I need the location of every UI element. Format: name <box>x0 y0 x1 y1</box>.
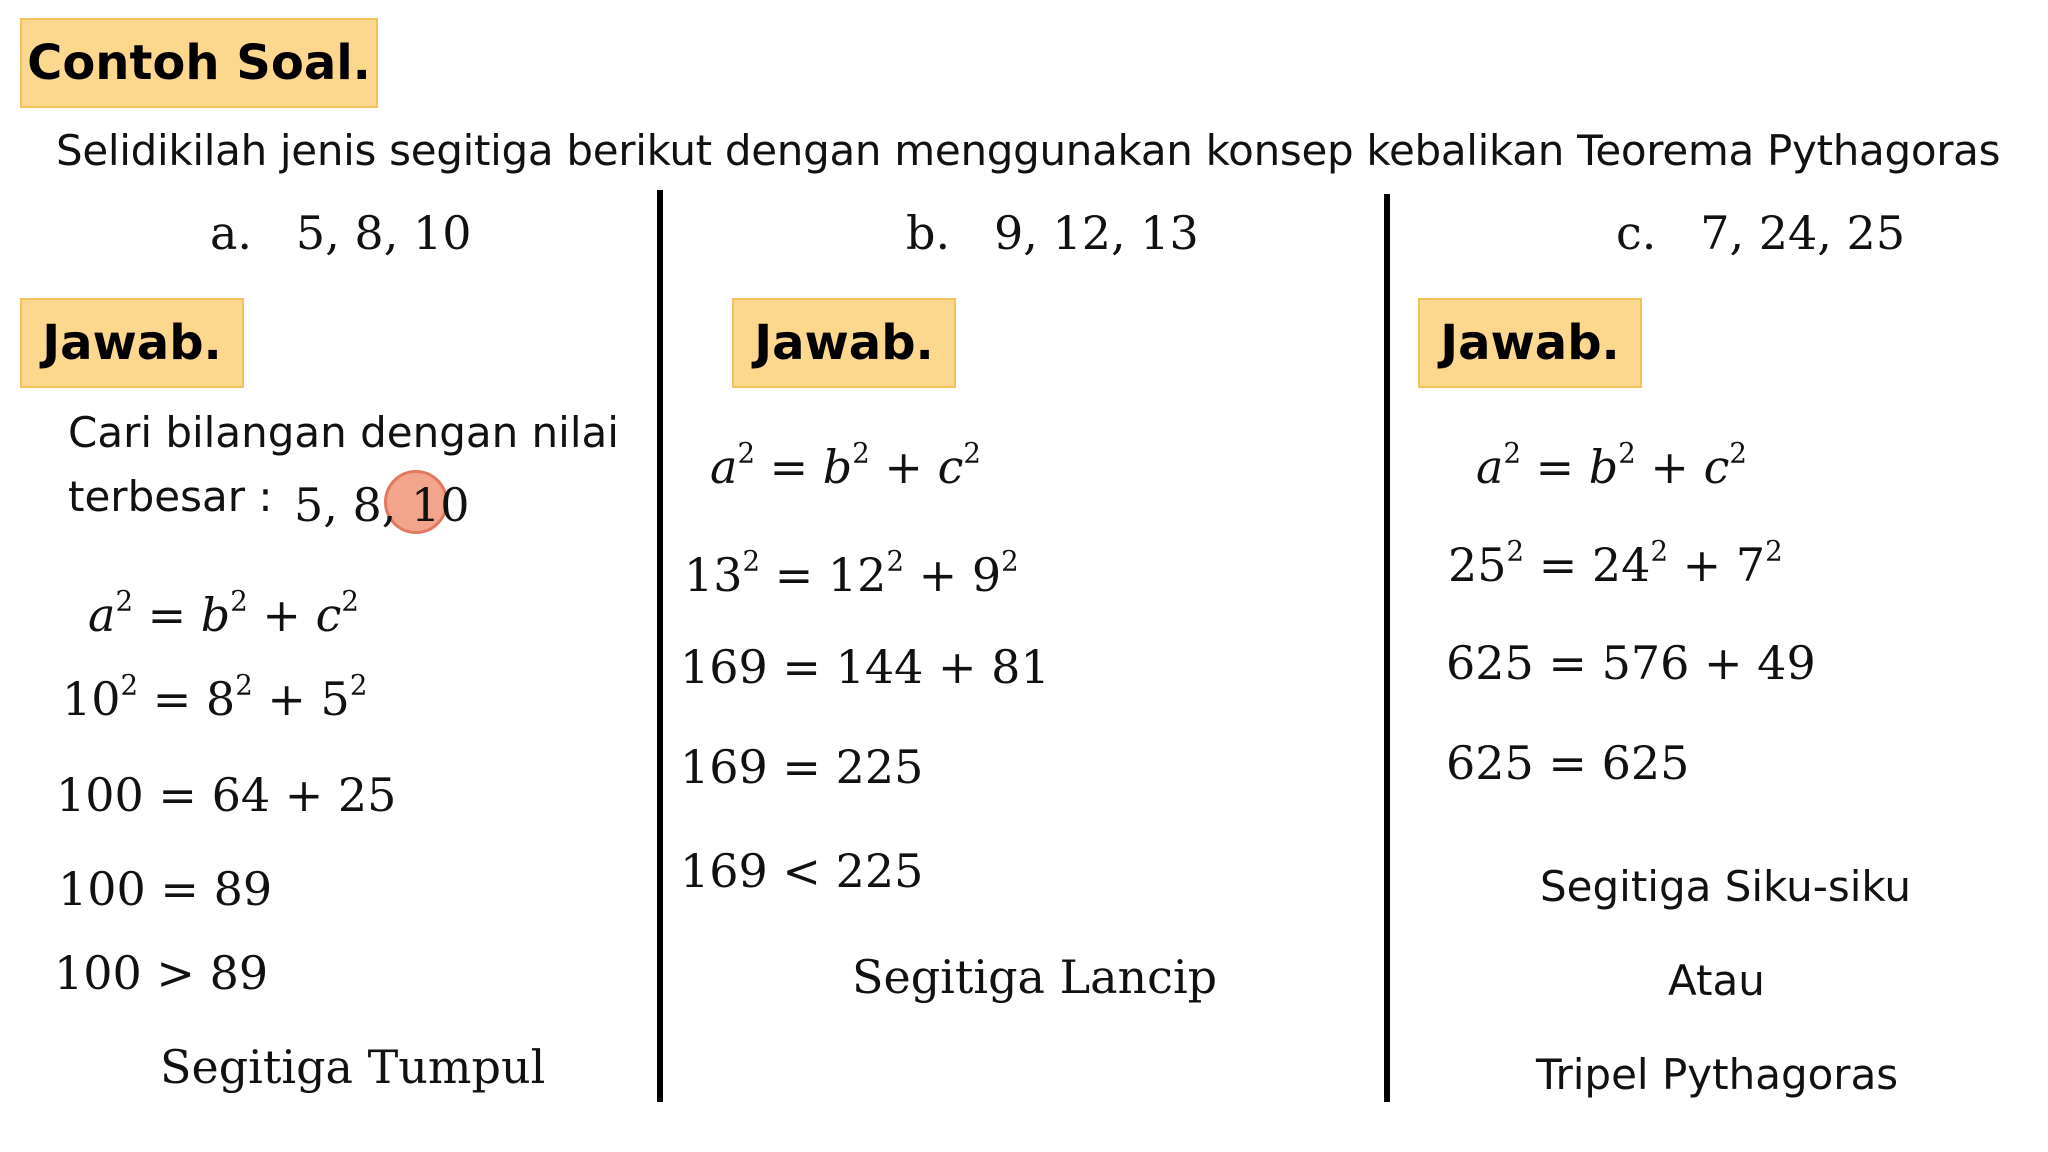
col-c-step1: $25^2 = 24^2 + 7^2$ <box>1448 534 1783 592</box>
answer-label-c: Jawab. <box>1440 315 1620 371</box>
column-divider-left <box>657 190 663 1102</box>
col-a-note-line2: terbesar : <box>68 472 273 521</box>
r2: 7 <box>1735 538 1766 592</box>
col-b-step4: 169 < 225 <box>680 844 924 898</box>
col-a-values-text: 5, 8, <box>294 478 397 532</box>
answer-label-c-box <box>1418 298 1642 388</box>
col-b-result: Segitiga Lancip <box>852 950 1218 1004</box>
var-a: a <box>88 588 116 642</box>
answer-label-b: Jawab. <box>754 315 934 371</box>
col-b-step1: $13^2 = 12^2 + 9^2$ <box>684 544 1019 602</box>
col-a-highlight-value: 10 <box>411 478 470 532</box>
exp: 2 <box>1506 534 1525 568</box>
problem-b-values: 9, 12, 13 <box>993 206 1199 260</box>
lhs: 10 <box>62 672 121 726</box>
exp: 2 <box>963 436 981 470</box>
col-c-step2: 625 = 576 + 49 <box>1446 636 1816 690</box>
var-c: c <box>1703 440 1730 494</box>
answer-label-b-box <box>732 298 956 388</box>
exp: 2 <box>235 668 253 702</box>
var-c: c <box>315 588 342 642</box>
exp: 2 <box>115 584 133 618</box>
answer-label-a: Jawab. <box>42 315 222 371</box>
problem-a-label: a. <box>210 206 253 260</box>
exp: 2 <box>120 668 139 702</box>
col-c-result2: Atau <box>1668 956 1765 1005</box>
exp: 2 <box>1765 534 1783 568</box>
exp: 2 <box>1503 436 1521 470</box>
var-b: b <box>200 588 231 642</box>
r2: 9 <box>971 548 1002 602</box>
col-b-step3: 169 = 225 <box>680 740 924 794</box>
r1: 12 <box>827 548 887 602</box>
lhs: 13 <box>684 548 743 602</box>
example-title: Contoh Soal. <box>27 35 371 91</box>
var-a: a <box>710 440 738 494</box>
col-c-formula: $a^2 = b^2 + c^2$ <box>1476 436 1747 494</box>
col-a-result: Segitiga Tumpul <box>160 1040 546 1094</box>
exp: 2 <box>852 436 870 470</box>
col-b-formula: $a^2 = b^2 + c^2$ <box>710 436 981 494</box>
exp: 2 <box>886 544 905 578</box>
col-a-step1: $10^2 = 8^2 + 5^2$ <box>62 668 368 726</box>
lhs: 25 <box>1448 538 1507 592</box>
col-a-step2: 100 = 64 + 25 <box>56 768 397 822</box>
exp: 2 <box>742 544 761 578</box>
var-a: a <box>1476 440 1504 494</box>
problem-b-label: b. <box>906 206 951 260</box>
col-a-note-line1: Cari bilangan dengan nilai <box>68 408 619 457</box>
r1: 24 <box>1591 538 1651 592</box>
example-title-box <box>20 18 378 108</box>
exp: 2 <box>1618 436 1636 470</box>
col-c-step3: 625 = 625 <box>1446 736 1690 790</box>
problem-c-values: 7, 24, 25 <box>1700 206 1906 260</box>
col-c-result3: Tripel Pythagoras <box>1536 1050 1899 1099</box>
col-a-step4: 100 > 89 <box>54 946 269 1000</box>
exp: 2 <box>1729 436 1747 470</box>
col-b-step2: 169 = 144 + 81 <box>680 640 1050 694</box>
exp: 2 <box>349 668 368 702</box>
problem-c-label: c. <box>1616 206 1657 260</box>
problem-c <box>1616 206 1905 260</box>
problem-b <box>906 206 1199 260</box>
exp: 2 <box>230 584 248 618</box>
var-b: b <box>1588 440 1619 494</box>
exp: 2 <box>1001 544 1019 578</box>
col-a-formula: $a^2 = b^2 + c^2$ <box>88 584 359 642</box>
var-c: c <box>937 440 964 494</box>
r1: 8 <box>205 672 236 726</box>
var-b: b <box>822 440 853 494</box>
problem-a <box>210 206 471 260</box>
exp: 2 <box>737 436 755 470</box>
exp: 2 <box>341 584 359 618</box>
col-a-note-values <box>294 478 470 532</box>
problem-a-values: 5, 8, 10 <box>295 206 472 260</box>
column-divider-right <box>1384 194 1390 1102</box>
col-a-step3: 100 = 89 <box>58 862 273 916</box>
col-c-result1: Segitiga Siku-siku <box>1540 862 1912 911</box>
answer-label-a-box <box>20 298 244 388</box>
exp: 2 <box>1650 534 1669 568</box>
instruction-text: Selidikilah jenis segitiga berikut dengan menggunakan konsep kebalikan Teorema Pythagoras <box>56 126 2001 175</box>
r2: 5 <box>320 672 350 726</box>
